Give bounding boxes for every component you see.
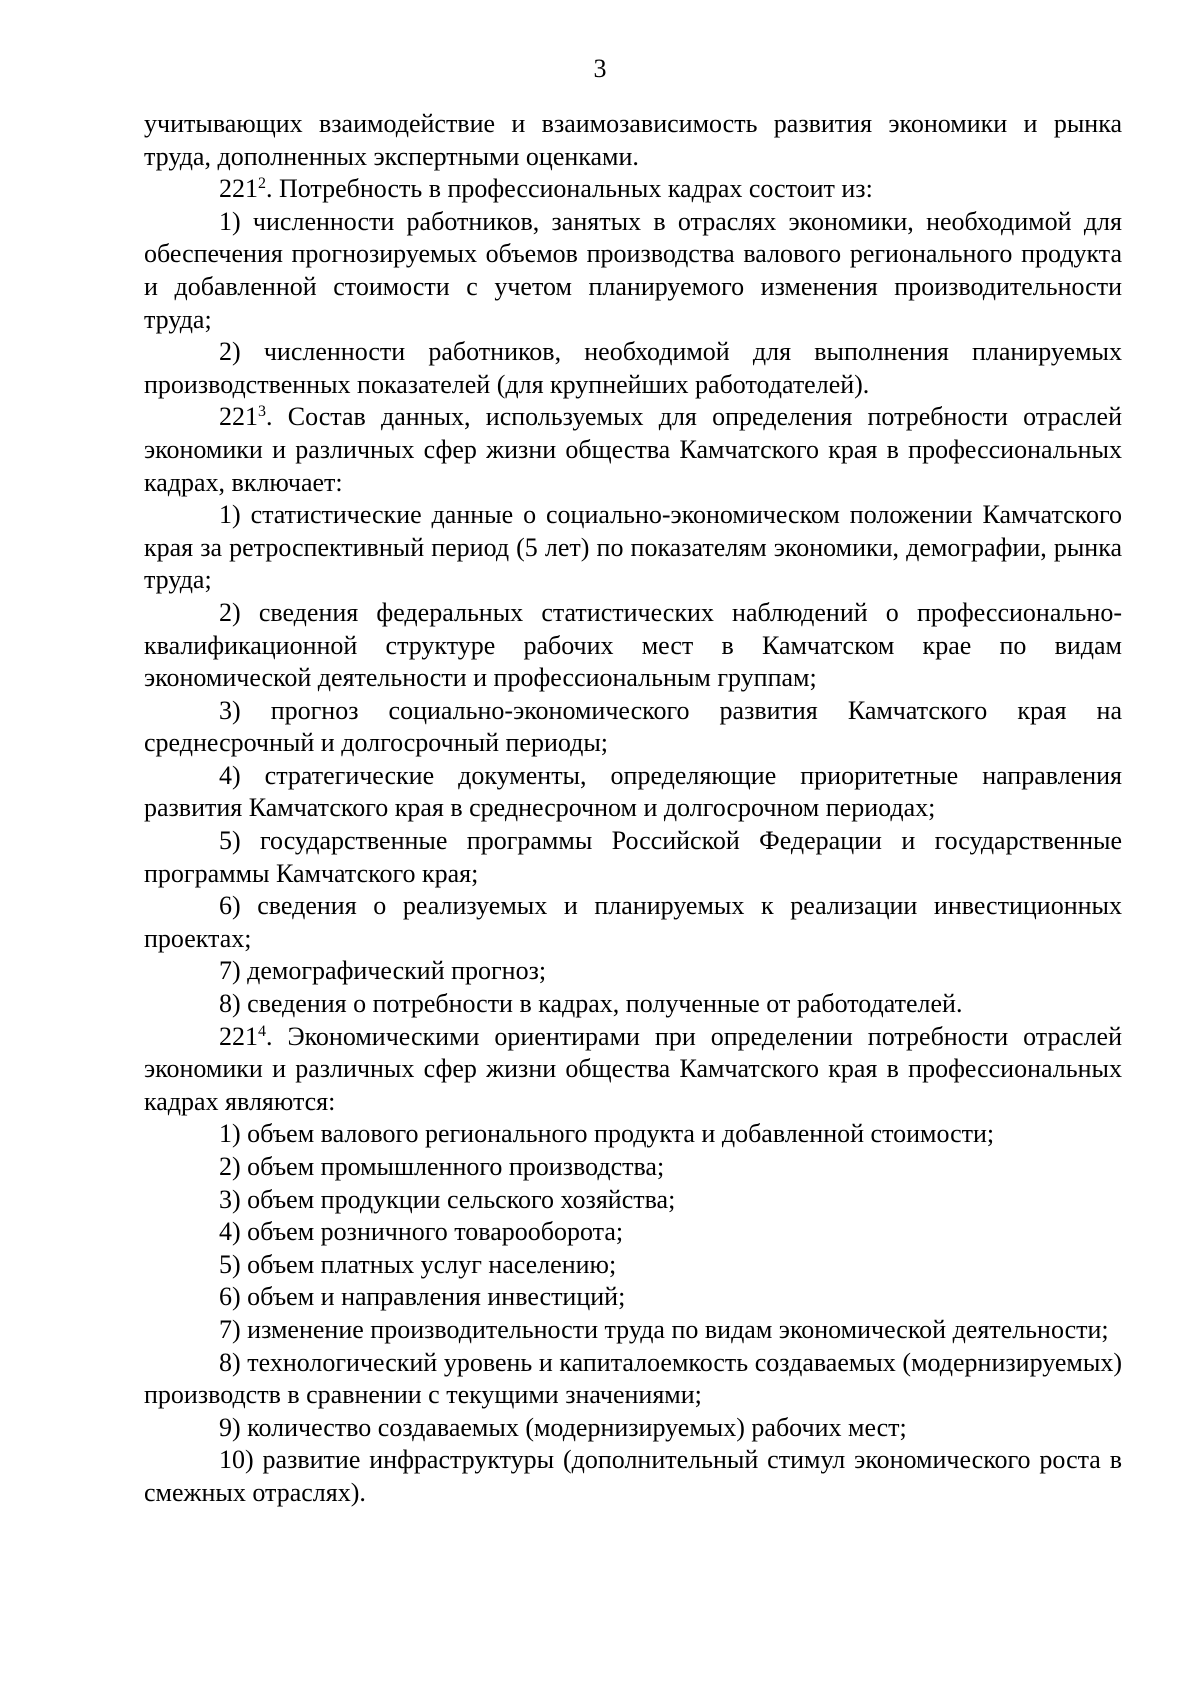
list-item: 2) объем промышленного производства; bbox=[219, 1152, 665, 1181]
clause-superscript: 2 bbox=[258, 175, 266, 193]
clause-superscript: 3 bbox=[258, 403, 266, 421]
clause-text: . Экономическими ориентирами при определении потребности отраслей экономики и различных сфер жизни общества Камчатского края в профессиональных кадрах являются: bbox=[144, 1021, 1122, 1116]
list-item: 4) объем розничного товарооборота; bbox=[219, 1217, 624, 1247]
list-item: 1) статистические данные о социально-экономическом положении Камчатского края за ретроспективный период (5 лет) по показателям экономики, демографии, рынка труда; bbox=[144, 500, 1122, 595]
paragraph-clause-221-4 bbox=[144, 1021, 1122, 1119]
list-item: 7) изменение производительности труда по видам экономической деятельности; bbox=[219, 1314, 1109, 1344]
document-body bbox=[144, 108, 1122, 1510]
list-item: 3) объем продукции сельского хозяйства; bbox=[219, 1184, 676, 1214]
list-item: 9) количество создаваемых (модернизируемых) рабочих мест; bbox=[219, 1412, 907, 1442]
list-item: 10) развитие инфраструктуры (дополнительный стимул экономического роста в смежных отраслях). bbox=[144, 1445, 1122, 1507]
clause-number: 221 bbox=[219, 1021, 258, 1051]
list-item: 5) объем платных услуг населению; bbox=[219, 1249, 617, 1279]
clause-text: . Состав данных, используемых для определения потребности отраслей экономики и различных сфер жизни общества Камчатского края в профессиональных кадрах, включает: bbox=[144, 402, 1122, 497]
page-number: 3 bbox=[593, 54, 607, 83]
clause-number: 221 bbox=[219, 174, 258, 204]
list-item: 8) технологический уровень и капиталоемкость создаваемых (модернизируемых) производств в сравнении с текущими значениями; bbox=[144, 1347, 1122, 1410]
list-item: 4) стратегические документы, определяющие приоритетные направления развития Камчатского края в среднесрочном и долгосрочном периодах; bbox=[144, 760, 1122, 823]
clause-number: 221 bbox=[219, 402, 258, 432]
list-item: 2) численности работников, необходимой для выполнения планируемых производственных показателей (для крупнейших работодателей). bbox=[144, 337, 1122, 399]
paragraph-clause-221-3 bbox=[144, 401, 1122, 499]
list-item: 1) численности работников, занятых в отраслях экономики, необходимой для обеспечения прогнозируемых объемов производства валового регионального продукта и добавленной стоимости с учетом планируемого изменения производительности труда; bbox=[144, 206, 1122, 334]
list-item: 6) сведения о реализуемых и планируемых к реализации инвестиционных проектах; bbox=[144, 891, 1122, 953]
list-item: 2) сведения федеральных статистических наблюдений о профессионально-квалификационной структуре рабочих мест в Камчатском крае по видам экономической деятельности и профессиональным группам; bbox=[144, 597, 1122, 693]
list-item: 1) объем валового регионального продукта и добавленной стоимости; bbox=[219, 1119, 995, 1149]
list-item: 5) государственные программы Российской Федерации и государственные программы Камчатского края; bbox=[144, 826, 1122, 888]
list-item: 6) объем и направления инвестиций; bbox=[219, 1282, 626, 1312]
list-item: 8) сведения о потребности в кадрах, полученные от работодателей. bbox=[219, 989, 963, 1019]
paragraph-continuation: учитывающих взаимодействие и взаимозависимость развития экономики и рынка труда, дополненных экспертными оценками. bbox=[144, 109, 1122, 171]
clause-text: . Потребность в профессиональных кадрах состоит из: bbox=[266, 174, 873, 204]
list-item: 7) демографический прогноз; bbox=[219, 956, 547, 986]
list-item: 3) прогноз социально-экономического развития Камчатского края на среднесрочный и долгосрочный периоды; bbox=[144, 695, 1122, 758]
clause-superscript: 4 bbox=[258, 1022, 266, 1040]
paragraph-clause-221-2 bbox=[144, 173, 1122, 206]
